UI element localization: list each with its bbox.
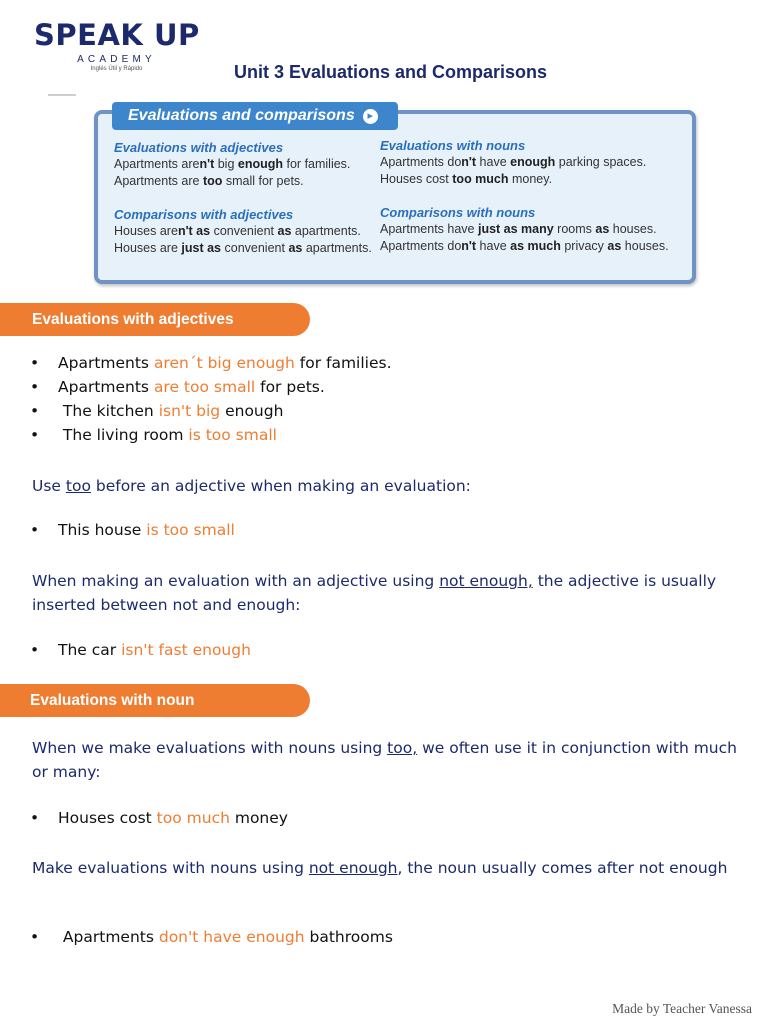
page-title: Unit 3 Evaluations and Comparisons	[234, 62, 548, 82]
list-item: • The car isn't fast enough	[30, 641, 251, 659]
textbook-box-header	[112, 102, 398, 130]
textbook-line: Houses cost too much money.	[380, 172, 553, 186]
textbook-line: Apartments aren't big enough for families.	[114, 157, 351, 171]
author-credit: Made by Teacher Vanessa	[612, 1001, 752, 1016]
list-item: • The kitchen isn't big enough	[30, 402, 284, 420]
textbook-right-column	[380, 137, 669, 255]
logo-divider	[48, 94, 76, 96]
textbook-line: Houses are just as convenient as apartments.	[114, 241, 372, 255]
textbook-left-column	[114, 139, 372, 257]
textbook-heading: Comparisons with adjectives	[114, 207, 294, 222]
list-item: • Apartments don't have enough bathrooms	[30, 928, 393, 946]
textbook-heading: Evaluations with nouns	[380, 138, 526, 153]
paragraph: Make evaluations with nouns using not enough, the noun usually comes after not enough	[32, 859, 728, 877]
section-tab-evaluations-noun: Evaluations with noun	[0, 684, 310, 717]
list-item: • Apartments aren´t big enough for families.	[30, 354, 392, 372]
logo-subtitle: ACADEMY	[77, 54, 156, 65]
list-item: • Apartments are too small for pets.	[30, 378, 325, 396]
textbook-line: Apartments don't have enough parking spaces.	[380, 155, 647, 169]
paragraph: When making an evaluation with an adjective using not enough, the adjective is usually inserted between not and enough:	[32, 572, 717, 614]
logo-wordmark: SPEAK UP	[34, 18, 200, 52]
textbook-line: Apartments have just as many rooms as houses.	[380, 222, 657, 236]
list-item: • Houses cost too much money	[30, 809, 288, 827]
logo-tagline: Inglés Útil y Rápido	[90, 66, 143, 72]
paragraph: When we make evaluations with nouns using too, we often use it in conjunction with much or many:	[32, 739, 737, 781]
textbook-box-title: Evaluations and comparisons	[128, 107, 355, 124]
textbook-line: Houses aren't as convenient as apartments.	[114, 224, 361, 238]
textbook-heading: Comparisons with nouns	[380, 205, 536, 220]
textbook-line: Apartments don't have as much privacy as houses.	[380, 239, 669, 253]
list-item: • This house is too small	[30, 521, 235, 539]
section-tab-evaluations-adjectives: Evaluations with adjectives	[0, 303, 310, 336]
list-item: • The living room is too small	[30, 426, 277, 444]
paragraph: Use too before an adjective when making an evaluation:	[32, 477, 471, 495]
textbook-heading: Evaluations with adjectives	[114, 140, 284, 155]
play-circle-icon: ▸	[363, 109, 378, 124]
logo	[34, 18, 214, 98]
textbook-line: Apartments are too small for pets.	[114, 174, 304, 188]
